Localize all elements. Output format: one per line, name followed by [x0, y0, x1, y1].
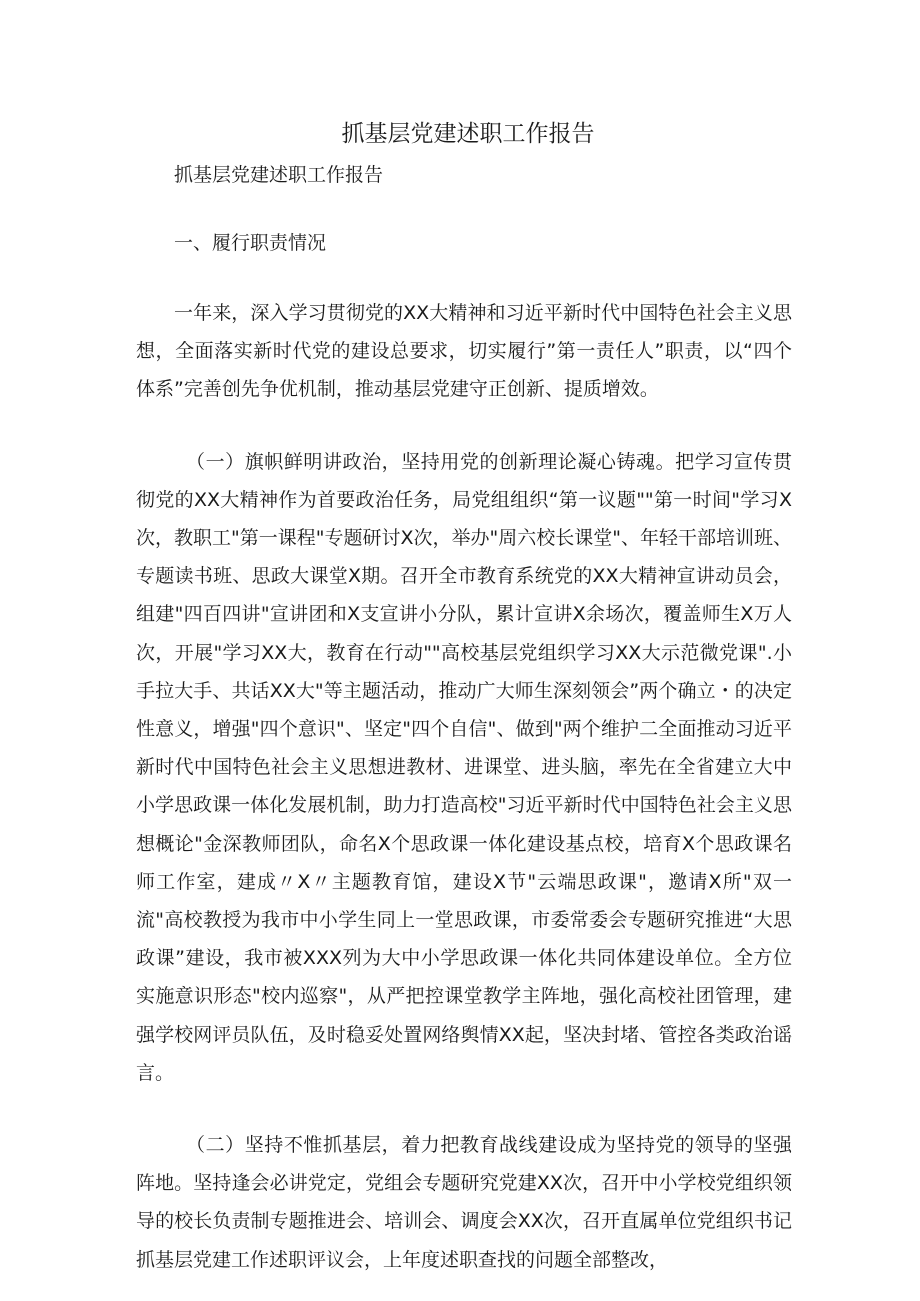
body-paragraph-intro: 一年来，深入学习贯彻党的XX大精神和习近平新时代中国特色社会主义思想，全面落实新时代党的建设总要求，切实履行”第一责任人”职责，以“四个体系”完善创先争优机制，推动基层党建守正创新、提质增效。: [136, 302, 792, 401]
body-paragraph-politics: （一）旗帜鲜明讲政治，坚持用党的创新理论凝心铸魂。把学习宣传贯彻党的XX大精神作为首要政治任务，局党组组织“第一议题""第一时间"学习X次，教职工"第一课程"专题研讨X次，举办"周六校长课堂"、年轻干部培训班、专题读书班、思政大课堂X期。召开全市教育系统党的XX大精神宣讲动员会，组建"四百四讲"宣讲团和X支宣讲小分队，累计宣讲X余场次，覆盖师生X万人次，开展"学习XX大，教育在行动""高校基层党组织学习XX大示范微党课".小手拉大手、共话XX大"等主题活动，推动广大师生深刻领会”两个确立・的决定性意义，增强"四个意识"、坚定"四个自信"、做到"两个维护二全面推动习近平新时代中国特色社会主义思想进教材、进课堂、进头脑，率先在全省建立大中小学思政课一体化发展机制，助力打造高校"习近平新时代中国特色社会主义思想概论"金深教师团队，命名X个思政课一体化建设基点校，培育X个思政课名师工作室，建成〃X〃主题教育馆，建设X节"云端思政课"，邀请X所"双一流"高校教授为我市中小学生同上一堂思政课，市委常委会专题研究推进“大思政课”建设，我市被XXX列为大中小学思政课一体化共同体建设单位。全方位实施意识形态"校内巡察"，从严把控课堂教学主阵地，强化高校社团管理，建强学校网评员队伍，及时稳妥处置网络舆情XX起，坚决封堵、管控各类政治谣言。: [136, 450, 792, 1084]
section-heading: 一、履行职责情况: [174, 232, 327, 254]
body-paragraph-grassroots: （二）坚持不惟抓基层，着力把教育战线建设成为坚持党的领导的坚强阵地。坚持逢会必讲党定，党组会专题研究党建XX次，召开中小学校党组织领导的校长负责制专题推进会、培训会、调度会XX次，召开直属单位党组织书记抓基层党建工作述职评议会，上年度述职查找的问题全部整改，: [136, 1134, 792, 1271]
document-title: 抓基层党建述职工作报告: [341, 121, 595, 147]
document-subtitle: 抓基层党建述职工作报告: [174, 164, 384, 186]
